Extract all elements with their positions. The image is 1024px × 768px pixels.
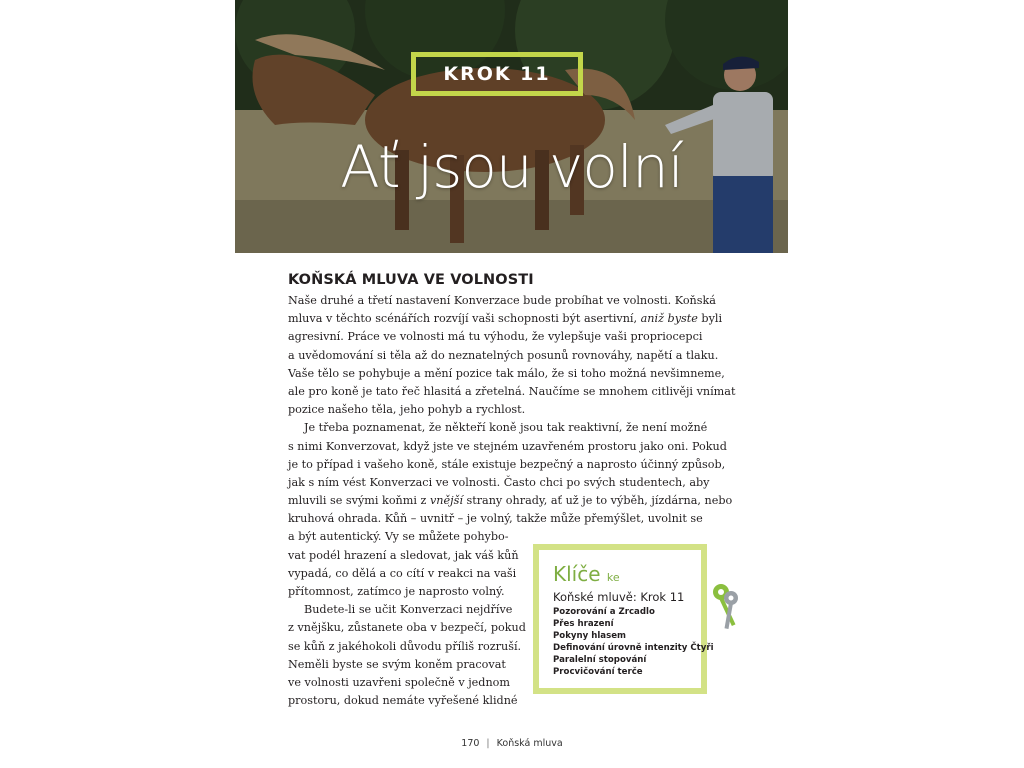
keys-list-item: Definování úrovně intenzity Čtyři — [553, 643, 714, 653]
body-line-text: byli — [697, 312, 723, 326]
body-line-text: se kůň z jakéhokoli důvodu příliš rozruší. — [288, 639, 522, 653]
keys-list-item: Pozorování a Zrcadlo — [553, 607, 655, 617]
body-line-text: a být autentický. Vy se můžete pohybo- — [288, 530, 509, 544]
body-line-text: a uvědomování si těla až do neznatelných posunů rovnováhy, napětí a tlaku. — [288, 348, 719, 362]
chapter-title: Ať jsou volní — [340, 133, 683, 201]
body-line — [288, 492, 733, 510]
body-line-text: Budete-li se učit Konverzaci nejdříve — [304, 603, 513, 617]
book-title: Koňská mluva — [496, 738, 563, 749]
keys-subtitle: Koňské mluvě: Krok 11 — [553, 590, 685, 604]
keys-list-item: Přes hrazení — [553, 619, 614, 629]
body-line-text: ve volnosti uzavřeni společně v jednom — [288, 675, 511, 689]
page-footer: 170 | Koňská mluva — [461, 738, 563, 749]
keys-title — [553, 562, 620, 586]
keys-list-item: Procvičování terče — [553, 667, 643, 677]
body-line — [288, 310, 723, 328]
body-line — [288, 692, 710, 710]
body-line — [288, 510, 710, 528]
body-line-text: agresivní. Práce ve volnosti má tu výhodu, že vylepšuje vaši propriocepci — [288, 330, 703, 344]
body-line-text: Vaše tělo se pohybuje a mění pozice tak málo, že si toho možná nevšimneme, — [288, 366, 725, 380]
body-line — [288, 419, 710, 437]
body-line-text: mluvili se svými koňmi z — [288, 494, 430, 508]
body-line-text: jak s ním vést Konverzaci ve volnosti. Často chci po svých studentech, aby — [288, 475, 710, 489]
body-line-text: kruhová ohrada. Kůň – uvnitř – je volný, takže může přemýšlet, uvolnit se — [288, 512, 703, 526]
keys-list — [553, 606, 714, 678]
body-line-text: s nimi Konverzovat, když jste ve stejném uzavřeném prostoru jako oni. Pokud — [288, 439, 727, 453]
keys-title-small: ke — [606, 571, 620, 584]
body-line — [288, 438, 727, 456]
body-line-text: vat podél hrazení a sledovat, jak váš kůň — [288, 548, 519, 562]
body-line-emphasis: vnější — [429, 494, 463, 508]
step-label: KROK 11 — [443, 63, 551, 85]
keys-list-item: Pokyny hlasem — [553, 631, 626, 641]
step-label-box — [411, 52, 583, 96]
body-line-text: je to případ i vašeho koně, stále existuje bezpečný a naprosto účinný způsob, — [288, 457, 726, 471]
body-line-text: Naše druhé a třetí nastavení Konverzace bude probíhat ve volnosti. Koňská — [288, 294, 716, 307]
body-line-text: ale pro koně je tato řeč hlasitá a zřetelná. Naučíme se mnohem citlivěji vnímat — [288, 384, 736, 398]
page-number: 170 — [461, 738, 480, 749]
keys-sidebar-box — [533, 544, 714, 694]
keys-icon — [711, 584, 729, 634]
hero-photo — [235, 0, 788, 253]
body-line — [288, 347, 719, 365]
body-line — [288, 292, 716, 310]
body-line-text: pozice našeho těla, jeho pohyb a rychlost. — [288, 403, 526, 417]
body-line-text: mluva v těchto scénářích rozvíjí vaši schopnosti být asertivní, — [288, 312, 641, 326]
body-line-text: vypadá, co dělá a co cítí v reakci na vaši — [288, 566, 517, 580]
body-line-text: Neměli byste se svým koněm pracovat — [288, 657, 506, 671]
body-line — [288, 401, 710, 419]
keys-title-big: Klíče — [553, 562, 601, 586]
body-line — [288, 328, 710, 346]
keys-list-item: Paralelní stopování — [553, 655, 647, 665]
body-line-text: z vnějšku, zůstanete oba v bezpečí, pokud — [288, 621, 526, 635]
body-line-text: prostoru, dokud nemáte vyřešené klidné — [288, 694, 518, 708]
body-line-text: přítomnost, zatímco je naprosto volný. — [288, 585, 505, 598]
body-line — [288, 456, 726, 474]
body-line — [288, 383, 736, 401]
body-line-text: Je třeba poznamenat, že někteří koně jsou tak reaktivní, že není možné — [304, 421, 708, 435]
section-heading: KOŇSKÁ MLUVA VE VOLNOSTI — [288, 272, 534, 288]
body-line-emphasis: aniž byste — [640, 312, 698, 326]
body-line-text: strany ohrady, ať už je to výběh, jízdárna, nebo — [462, 494, 733, 508]
body-line — [288, 365, 725, 383]
body-line — [288, 474, 710, 492]
